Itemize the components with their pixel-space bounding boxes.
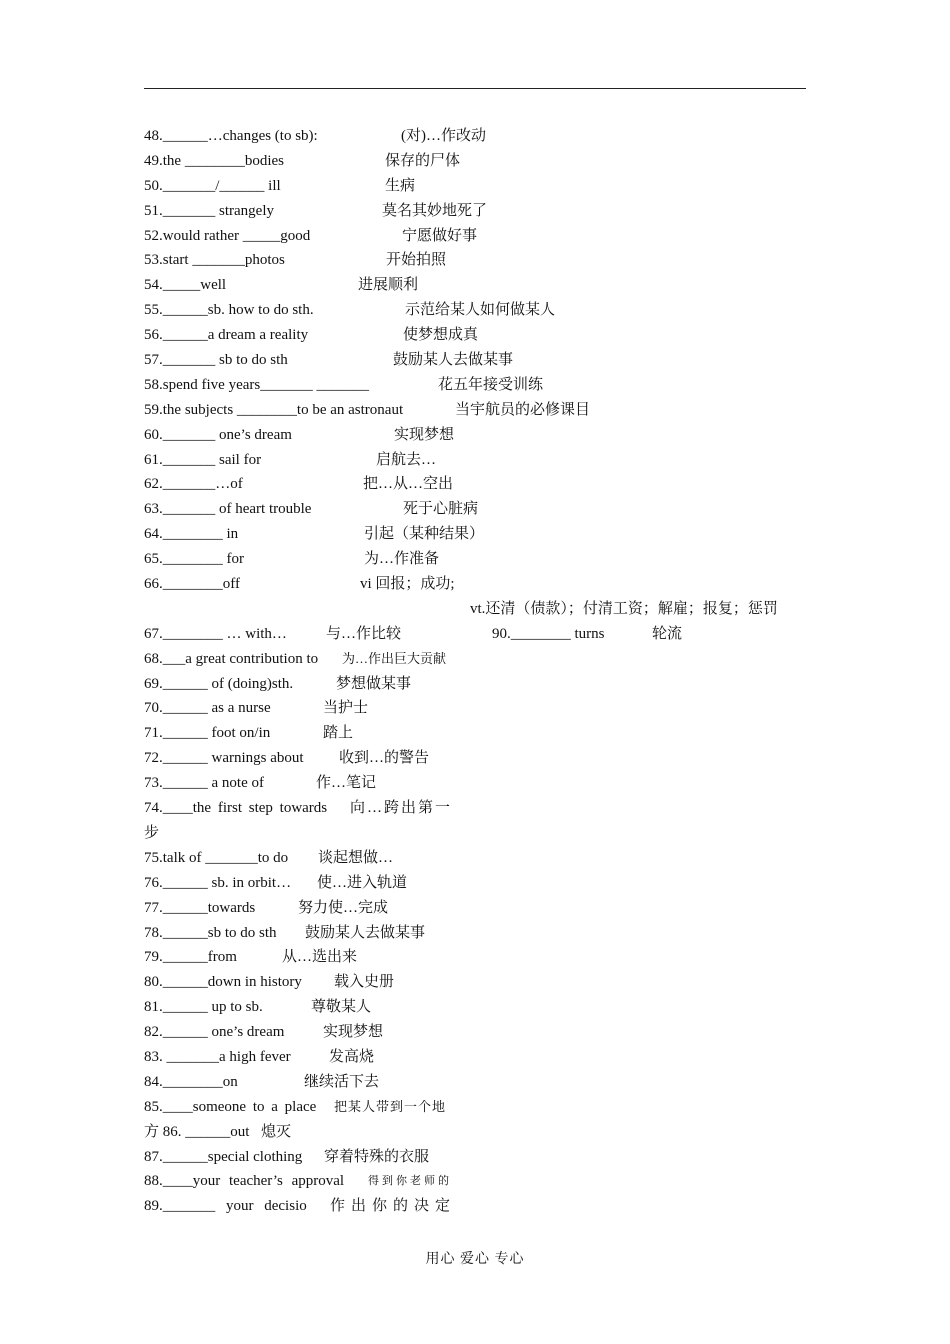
phrase-en: 88.____your teacher’s approval xyxy=(144,1173,345,1190)
phrase-cn: 向…跨出第一 xyxy=(350,800,453,817)
vocabulary-list xyxy=(144,124,814,1219)
phrase-en: 81.______ up to sb. xyxy=(144,999,263,1016)
phrase-en: 82.______ one’s dream xyxy=(144,1024,285,1041)
phrase-cn: 当宇航员的必修课目 xyxy=(455,401,591,418)
list-item xyxy=(144,248,814,273)
phrase-en: 85.____someone to a place xyxy=(144,1098,317,1115)
list-item xyxy=(144,622,814,647)
phrase-en: 56.______a dream a reality xyxy=(144,327,309,344)
list-item xyxy=(144,597,814,622)
list-item xyxy=(144,970,814,995)
phrase-cn: 鼓励某人去做某事 xyxy=(305,924,426,941)
phrase-cn: 实现梦想 xyxy=(394,426,455,443)
phrase-cn: 轮流 xyxy=(652,625,683,642)
phrase-cn: 继续活下去 xyxy=(304,1073,380,1090)
list-item xyxy=(144,721,814,746)
phrase-cn: 发高烧 xyxy=(329,1048,375,1065)
phrase-en: 52.would rather _____good xyxy=(144,227,311,244)
phrase-cn: 得到你老师的 xyxy=(368,1175,452,1188)
phrase-cn: 把…从…空出 xyxy=(363,476,454,493)
phrase-cn: 当护士 xyxy=(323,700,369,717)
phrase-cn: 努力使…完成 xyxy=(298,899,389,916)
phrase-cn: 梦想做某事 xyxy=(336,675,412,692)
list-item xyxy=(144,174,814,199)
phrase-cn: 生病 xyxy=(385,177,416,194)
phrase-en: 58.spend five years_______ _______ xyxy=(144,376,369,393)
phrase-cn: 莫名其妙地死了 xyxy=(382,202,488,219)
phrase-cn: 花五年接受训练 xyxy=(438,376,544,393)
phrase-cn: 穿着特殊的衣服 xyxy=(324,1148,430,1165)
phrase-cn: 进展顺利 xyxy=(358,277,419,294)
list-item xyxy=(144,472,814,497)
phrase-en: 79.______from xyxy=(144,949,237,966)
phrase-en: 方 86. ______out xyxy=(144,1123,250,1140)
phrase-en: 67.________ … with… xyxy=(144,625,287,642)
phrase-cn: 鼓励某人去做某事 xyxy=(393,352,514,369)
list-item xyxy=(144,423,814,448)
list-item xyxy=(144,373,814,398)
list-item xyxy=(144,522,814,547)
phrase-en: 49.the ________bodies xyxy=(144,152,284,169)
phrase-en: 65.________ for xyxy=(144,551,244,568)
phrase-cn: 开始拍照 xyxy=(386,252,447,269)
phrase-en: 90.________ turns xyxy=(492,625,605,642)
phrase-en: 84.________on xyxy=(144,1073,238,1090)
phrase-cn: 作…笔记 xyxy=(316,775,377,792)
phrase-en: 60._______ one’s dream xyxy=(144,426,292,443)
phrase-cn: (对)…作改动 xyxy=(401,128,486,144)
phrase-en: 63._______ of heart trouble xyxy=(144,501,312,518)
list-item xyxy=(144,1194,814,1219)
phrase-en: 48.______…changes (to sb): xyxy=(144,128,318,144)
phrase-en: 50._______/______ ill xyxy=(144,177,281,194)
phrase-en: 73.______ a note of xyxy=(144,775,264,792)
phrase-en: 62._______…of xyxy=(144,476,243,493)
phrase-cn: 引起（某种结果） xyxy=(364,526,485,543)
phrase-en: 69.______ of (doing)sth. xyxy=(144,675,294,692)
phrase-en: 75.talk of _______to do xyxy=(144,849,289,866)
phrase-cn: 把某人带到一个地 xyxy=(334,1098,447,1114)
list-item xyxy=(144,572,814,597)
phrase-en: 54._____well xyxy=(144,277,227,294)
list-item xyxy=(144,1045,814,1070)
list-item xyxy=(144,398,814,423)
header-rule xyxy=(144,88,806,89)
list-item xyxy=(144,1169,814,1194)
list-item xyxy=(144,771,814,796)
list-item xyxy=(144,647,814,672)
list-item xyxy=(144,1145,814,1170)
list-item xyxy=(144,323,814,348)
phrase-cn: 实现梦想 xyxy=(323,1024,384,1041)
list-item xyxy=(144,124,814,149)
phrase-cn: 作出你的决定 xyxy=(330,1198,457,1215)
phrase-cn: 宁愿做好事 xyxy=(402,227,478,244)
list-item xyxy=(144,199,814,224)
phrase-en: 78.______sb to do sth xyxy=(144,924,277,941)
phrase-en: 72.______ warnings about xyxy=(144,750,304,767)
phrase-cn: 从…选出来 xyxy=(282,949,358,966)
list-item xyxy=(144,696,814,721)
phrase-en: 89._______ your decisio xyxy=(144,1198,307,1215)
phrase-en: 55.______sb. how to do sth. xyxy=(144,302,314,319)
phrase-cn: 熄灭 xyxy=(261,1123,292,1140)
phrase-en: 步 xyxy=(144,824,160,841)
phrase-en: 74.____the first step towards xyxy=(144,800,328,817)
phrase-en: 80.______down in history xyxy=(144,974,302,991)
list-item xyxy=(144,497,814,522)
phrase-en: 53.start _______photos xyxy=(144,252,285,269)
phrase-en: 87.______special clothing xyxy=(144,1148,303,1165)
list-item xyxy=(144,224,814,249)
phrase-en: 76.______ sb. in orbit… xyxy=(144,874,292,891)
list-item xyxy=(144,921,814,946)
list-item xyxy=(144,896,814,921)
phrase-cn: 谈起想做… xyxy=(318,849,394,866)
list-item xyxy=(144,1070,814,1095)
list-item xyxy=(144,871,814,896)
phrase-cn: 尊敬某人 xyxy=(311,999,372,1016)
list-item xyxy=(144,672,814,697)
phrase-en: 70.______ as a nurse xyxy=(144,700,271,717)
list-item xyxy=(144,348,814,373)
phrase-cn: 踏上 xyxy=(323,725,354,742)
list-item xyxy=(144,273,814,298)
list-item xyxy=(144,149,814,174)
list-item xyxy=(144,1020,814,1045)
phrase-cn: 载入史册 xyxy=(334,974,395,991)
list-item xyxy=(144,945,814,970)
list-item xyxy=(144,821,814,846)
phrase-en: 64.________ in xyxy=(144,526,239,543)
phrase-cn: 启航去… xyxy=(376,451,437,468)
list-item xyxy=(144,1120,814,1145)
phrase-cn: vi 回报；成功; xyxy=(360,576,455,593)
phrase-cn: 收到…的警告 xyxy=(339,750,430,767)
phrase-en: 83. _______a high fever xyxy=(144,1048,291,1065)
phrase-en: 61._______ sail for xyxy=(144,451,262,468)
list-item xyxy=(144,796,814,821)
phrase-cn: vt.还清（债款）；付清工资；解雇；报复；惩罚 xyxy=(470,600,778,617)
phrase-cn: 与…作比较 xyxy=(326,625,402,642)
phrase-en: 71.______ foot on/in xyxy=(144,725,271,742)
phrase-en: 57._______ sb to do sth xyxy=(144,352,288,369)
phrase-en: 51._______ strangely xyxy=(144,202,274,219)
phrase-en: 68.___a great contribution to xyxy=(144,650,319,667)
phrase-cn: 示范给某人如何做某人 xyxy=(405,302,556,319)
phrase-en: 59.the subjects ________to be an astronaut xyxy=(144,401,404,418)
list-item xyxy=(144,995,814,1020)
phrase-en: 66.________off xyxy=(144,576,240,593)
list-item xyxy=(144,298,814,323)
list-item xyxy=(144,448,814,473)
page-footer: 用心 爱心 专心 xyxy=(425,1252,525,1267)
list-item xyxy=(144,746,814,771)
list-item xyxy=(144,846,814,871)
phrase-cn: 死于心脏病 xyxy=(403,501,479,518)
phrase-cn: 使梦想成真 xyxy=(403,327,479,344)
phrase-en: 77.______towards xyxy=(144,899,256,916)
phrase-cn: 为…作出巨大贡献 xyxy=(342,650,447,666)
list-item xyxy=(144,547,814,572)
phrase-cn: 为…作准备 xyxy=(364,551,440,568)
list-item xyxy=(144,1095,814,1120)
phrase-cn: 使…进入轨道 xyxy=(317,874,408,891)
phrase-cn: 保存的尸体 xyxy=(385,152,461,169)
